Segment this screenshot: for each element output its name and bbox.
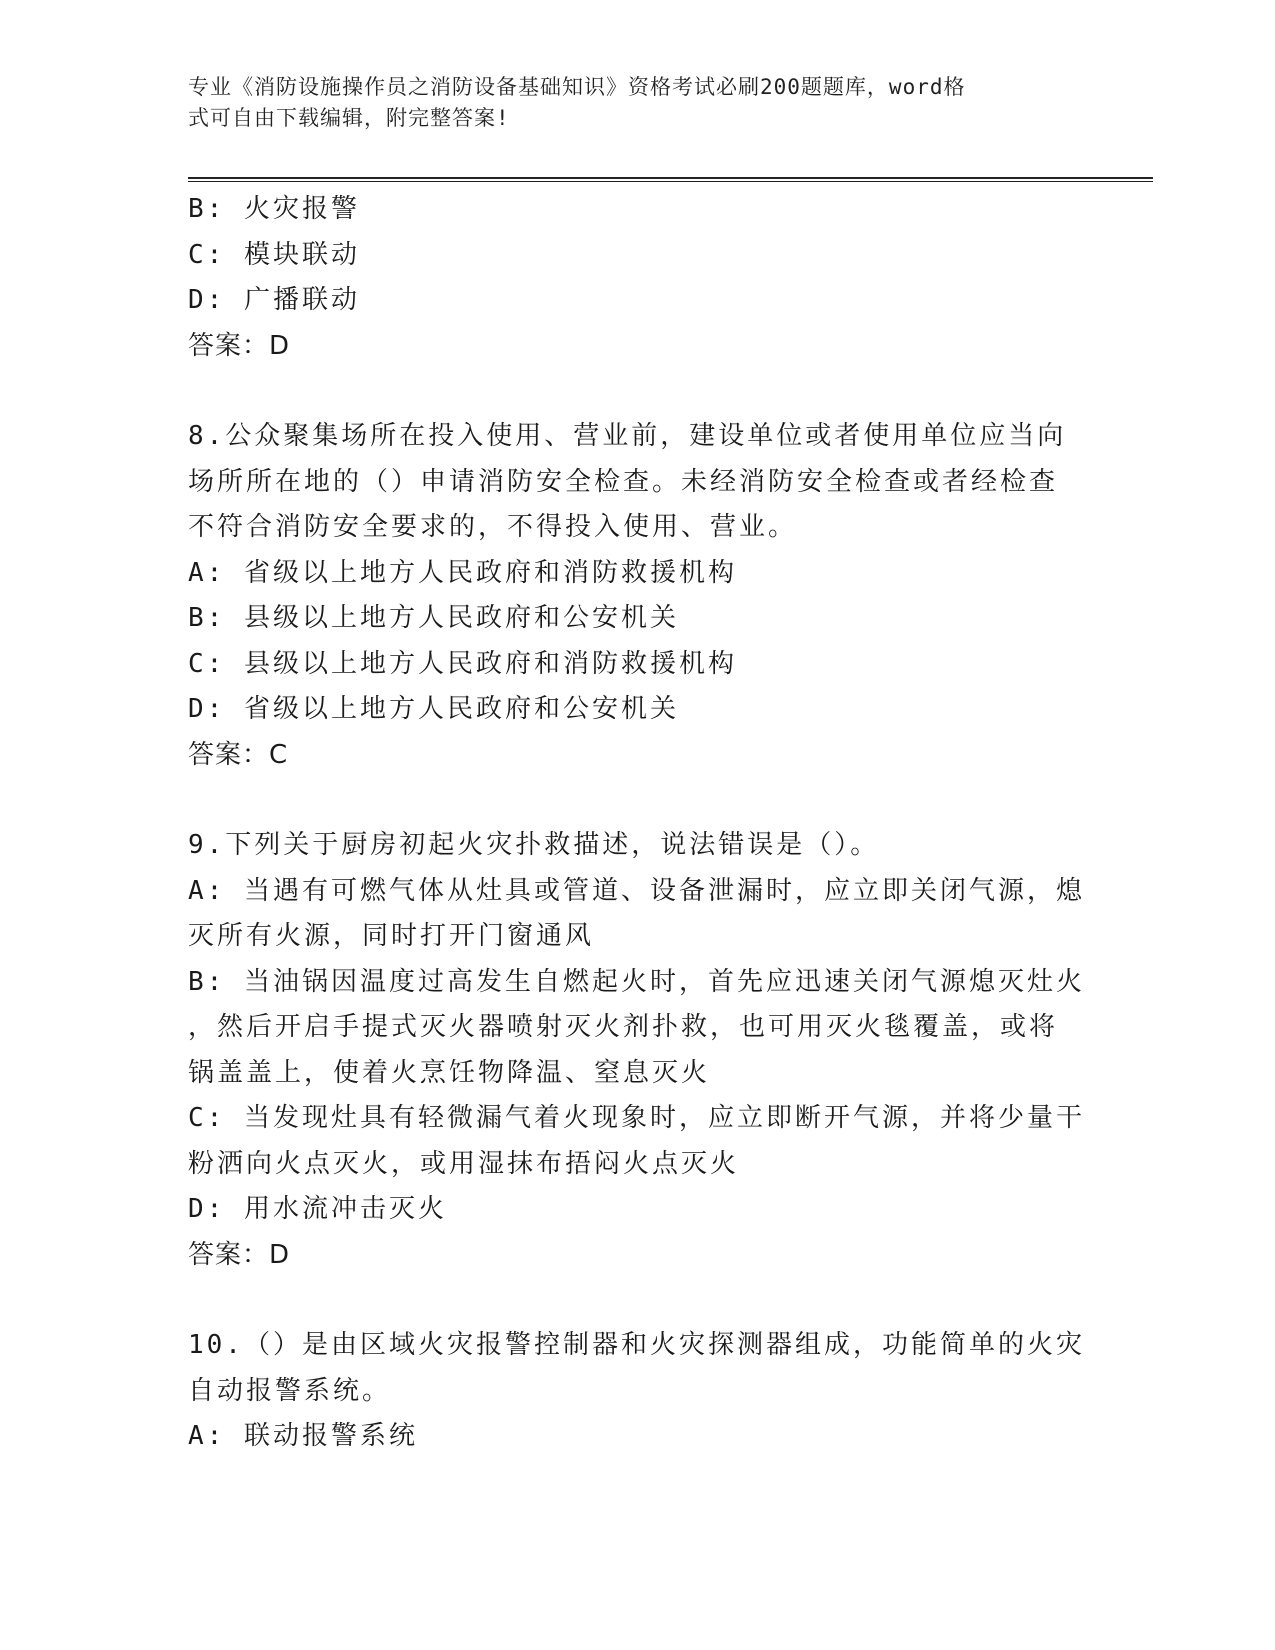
option-d: D: 广播联动 [188,285,360,315]
option-c: C: 县级以上地方人民政府和消防救援机构 [188,648,737,679]
answer: 答案：D [188,1239,291,1270]
option-d: D: 用水流冲击灭火 [188,1194,447,1224]
option-d: D: 省级以上地方人民政府和公安机关 [188,694,679,724]
header-title-line-2: 式可自由下载编辑，附完整答案! [188,106,510,130]
option-c: C: 模块联动 [188,239,360,270]
option-b: B: 火灾报警 [188,194,360,224]
header-divider [188,177,1153,182]
question-spacer [188,778,1088,823]
option-b: B: 县级以上地方人民政府和公安机关 [188,603,679,633]
question-10 [188,1323,1088,1460]
document-header [188,72,1088,134]
option-c: C: 当发现灶具有轻微漏气着火现象时，应立即断开气源，并将少量干 [188,1103,1085,1133]
answer: 答案：C [188,739,289,770]
question-spacer [188,369,1088,414]
question-stem: 10.（）是由区域火灾报警控制器和火灾探测器组成，功能简单的火灾 [188,1330,1085,1360]
option-a: 灭所有火源，同时打开门窗通风 [188,921,595,951]
question-list [188,187,1088,1460]
question-8 [188,414,1088,778]
option-a: A: 联动报警系统 [188,1421,418,1451]
option-a: A: 省级以上地方人民政府和消防救援机构 [188,557,737,588]
question-stem: 不符合消防安全要求的，不得投入使用、营业。 [188,512,798,542]
option-b: 锅盖盖上，使着火烹饪物降温、窒息灭火 [188,1057,711,1088]
question-7-tail [188,187,1088,369]
header-title-line-1: 专业《消防设施操作员之消防设备基础知识》资格考试必刷200题题库，word格 [188,75,966,99]
question-9 [188,823,1088,1278]
answer: 答案：D [188,330,291,361]
question-stem: 场所所在地的（）申请消防安全检查。未经消防安全检查或者经检查 [188,466,1059,497]
question-stem: 9.下列关于厨房初起火灾扑救描述，说法错误是（）。 [188,830,880,860]
question-spacer [188,1278,1088,1323]
option-b: ，然后开启手提式灭火器喷射灭火剂扑救，也可用灭火毯覆盖，或将 [188,1012,1059,1042]
option-c: 粉洒向火点灭火，或用湿抹布捂闷火点灭火 [188,1148,740,1179]
option-b: B: 当油锅因温度过高发生自燃起火时，首先应迅速关闭气源熄灭灶火 [188,966,1085,997]
question-stem: 自动报警系统。 [188,1375,392,1406]
option-a: A: 当遇有可燃气体从灶具或管道、设备泄漏时，应立即关闭气源，熄 [188,875,1085,906]
question-stem: 8.公众聚集场所在投入使用、营业前，建设单位或者使用单位应当向 [188,421,1067,451]
